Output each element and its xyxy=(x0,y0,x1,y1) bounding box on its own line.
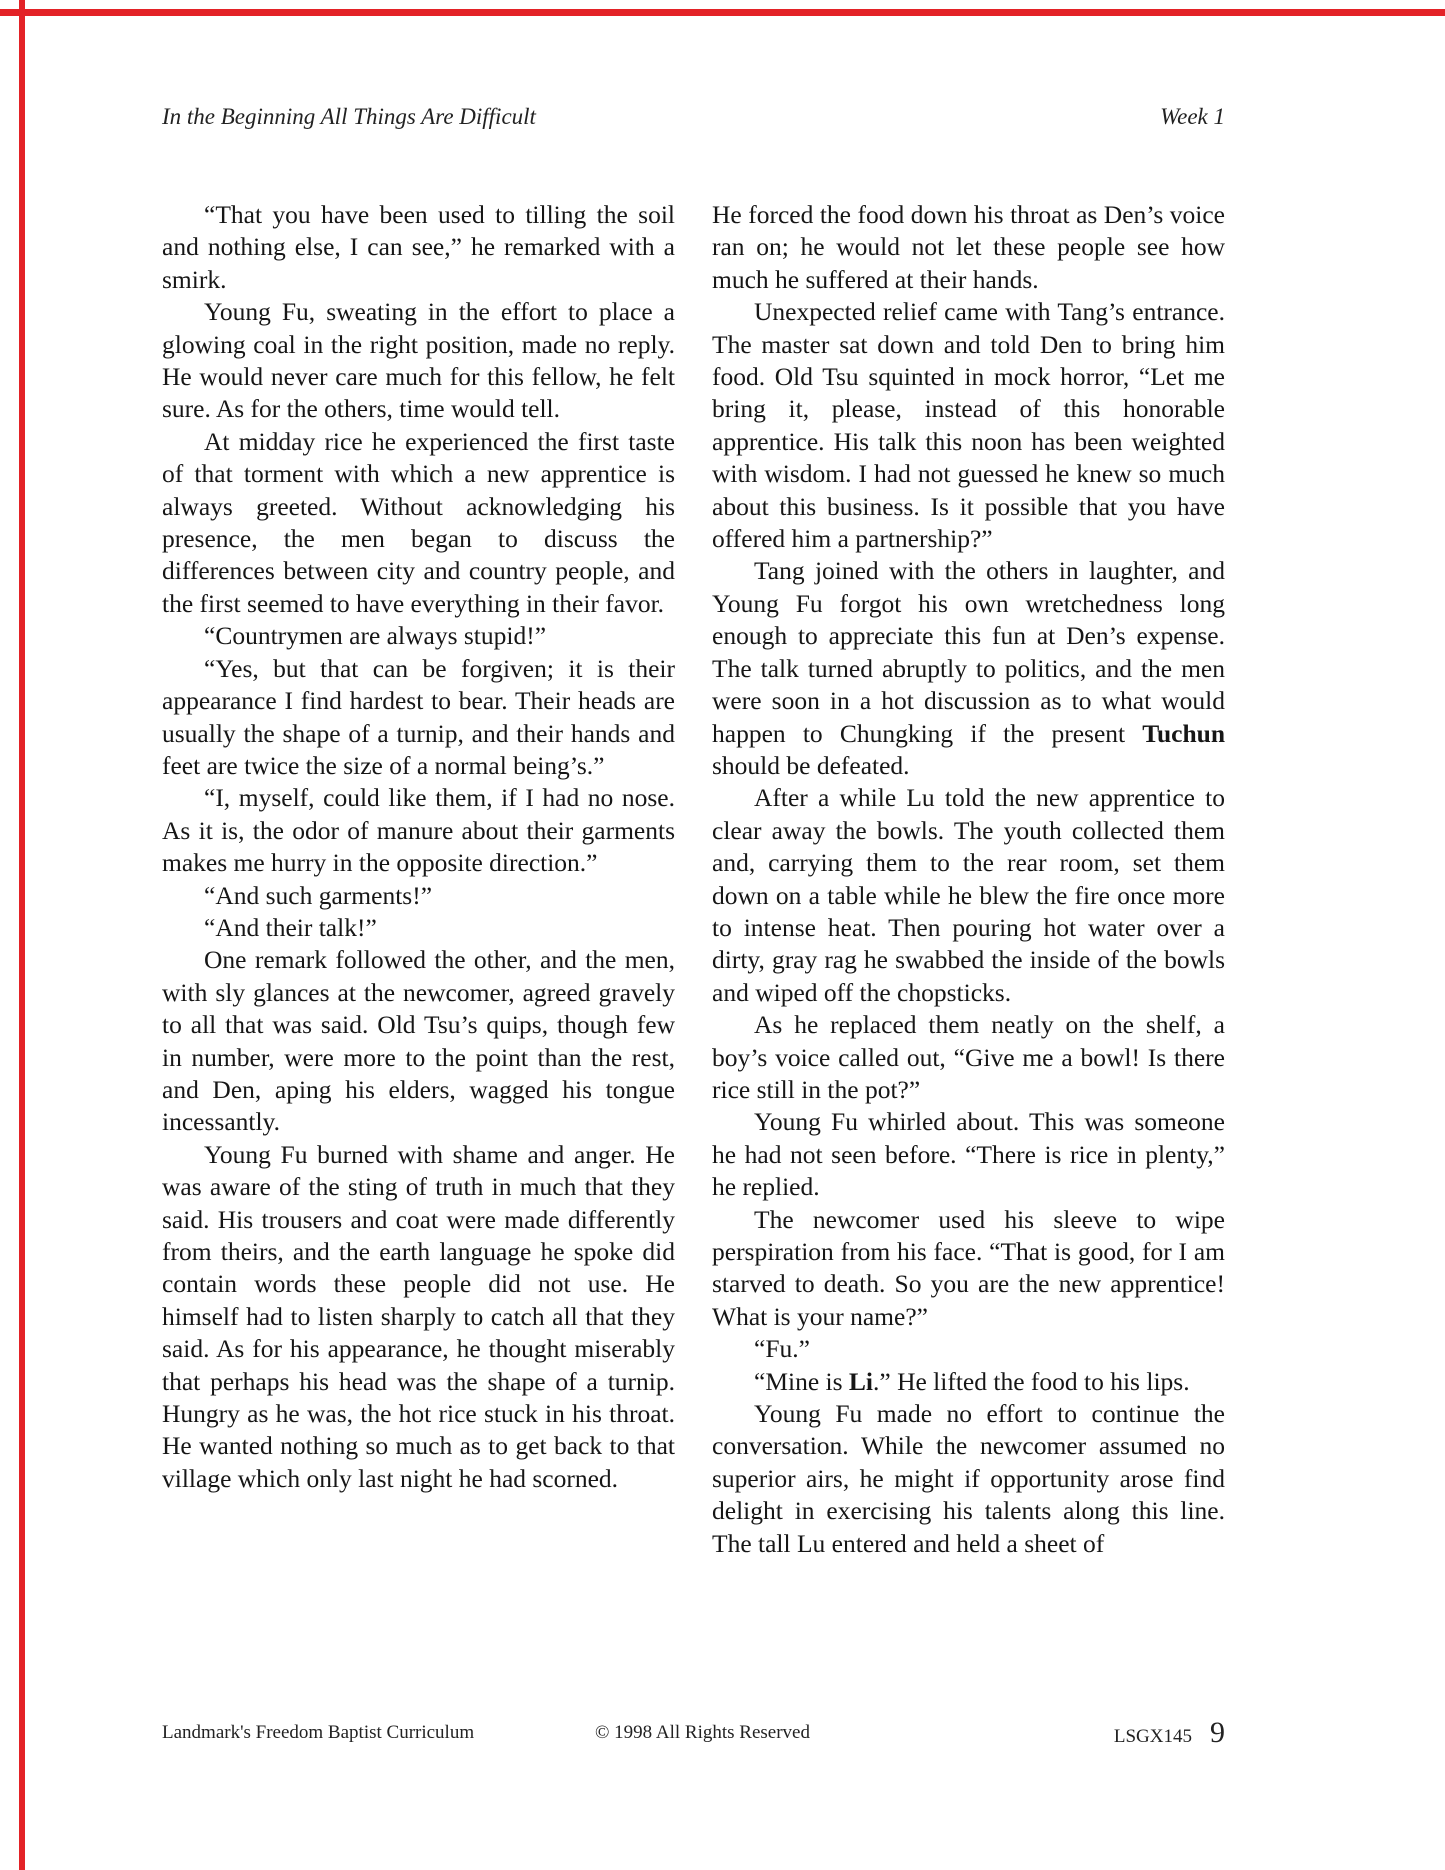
footer-code: LSGX145 xyxy=(1113,1726,1192,1747)
text-run: “And such garments!” xyxy=(204,880,433,910)
text-run: At midday rice he experienced the first taste of that torment with which a new apprentice is always greeted. Without acknowledging his presence, the men began to discuss the differences between city and country people, and the first seemed to have everything in their favor. xyxy=(162,426,675,618)
running-header-title: In the Beginning All Things Are Difficult xyxy=(162,104,536,129)
text-run: should be defeated. xyxy=(712,750,910,780)
text-run: Unexpected relief came with Tang’s entrance. The master sat down and told Den to bring him food. Old Tsu squinted in mock horror, “Let me bring it, please, instead of this honorable apprentice. His talk this noon has been weighted with wisdom. I had not guessed he knew so much about this business. Is it possible that you have offered him a partnership?” xyxy=(712,297,1225,554)
paragraph xyxy=(712,1333,1225,1365)
page-edge-line-top xyxy=(0,9,1445,16)
paragraph xyxy=(162,296,675,426)
paragraph xyxy=(162,199,675,296)
paragraph xyxy=(712,782,1225,1009)
text-run: “Mine is xyxy=(754,1366,849,1396)
left-column xyxy=(162,199,675,1560)
paragraph xyxy=(162,653,675,783)
text-run: Tang joined with the others in laughter, and Young Fu forgot his own wretchedness long enough to appreciate this fun at Den’s expense. The talk turned abruptly to politics, and the men were soon in a hot discussion as to what would happen to Chungking if the present xyxy=(712,556,1225,748)
text-run: Young Fu whirled about. This was someone he had not seen before. “There is rice in plenty,” he replied. xyxy=(712,1107,1225,1202)
paragraph xyxy=(712,199,1225,296)
paragraph xyxy=(712,1398,1225,1560)
paragraph xyxy=(712,1366,1225,1398)
page-number: 9 xyxy=(1210,1716,1225,1749)
paragraph xyxy=(162,944,675,1138)
paragraph xyxy=(712,555,1225,782)
text-run: He forced the food down his throat as Den’s voice ran on; he would not let these people see how much he suffered at their hands. xyxy=(712,200,1225,294)
text-run: “I, myself, could like them, if I had no nose. As it is, the odor of manure about their garments makes me hurry in the opposite direction.” xyxy=(162,783,675,878)
paragraph xyxy=(712,1009,1225,1106)
bold-term: Li xyxy=(848,1366,873,1396)
paragraph xyxy=(162,782,675,879)
footer-publisher: Landmark's Freedom Baptist Curriculum xyxy=(162,1722,475,1743)
text-run: Young Fu made no effort to continue the conversation. While the newcomer assumed no superior airs, he might if opportunity arose find delight in exercising his talents along this line. The tall Lu entered and held a sheet of xyxy=(712,1399,1225,1558)
text-run: The newcomer used his sleeve to wipe perspiration from his face. “That is good, for I am starved to death. So you are the new apprentice! What is your name?” xyxy=(712,1204,1225,1331)
text-run: “Yes, but that can be forgiven; it is their appearance I find hardest to bear. Their heads are usually the shape of a turnip, and their hands and feet are twice the size of a normal being’s.” xyxy=(162,653,675,780)
text-run: “That you have been used to tilling the soil and nothing else, I can see,” he remarked with a smirk. xyxy=(162,200,675,294)
paragraph xyxy=(162,880,675,912)
text-run: .” He lifted the food to his lips. xyxy=(873,1366,1190,1396)
footer-copyright: © 1998 All Rights Reserved xyxy=(595,1722,810,1743)
bold-term: Tuchun xyxy=(1142,718,1225,748)
text-run: Young Fu burned with shame and anger. He was aware of the sting of truth in much that they said. His trousers and coat were made differently from theirs, and the earth language he spoke did contain words these people did not use. He himself had to listen sharply to catch all that they said. As for his appearance, he thought miserably that perhaps his head was the shape of a turnip. Hungry as he was, the hot rice stuck in his throat. He wanted nothing so much as to get back to that village which only last night he had scorned. xyxy=(162,1139,675,1493)
text-run: As he replaced them neatly on the shelf, a boy’s voice called out, “Give me a bowl! Is there rice still in the pot?” xyxy=(712,1010,1225,1104)
page-footer xyxy=(162,1716,1225,1756)
paragraph xyxy=(712,1204,1225,1334)
running-header-week: Week 1 xyxy=(1160,104,1225,129)
paragraph xyxy=(162,912,675,944)
text-run: After a while Lu told the new apprentice to clear away the bowls. The youth collected them and, carrying them to the rear room, set them down on a table while he blew the fire once more to intense heat. Then pouring hot water over a dirty, gray rag he swabbed the inside of the bowls and wiped off the chopsticks. xyxy=(712,783,1225,1007)
paragraph xyxy=(162,620,675,652)
text-run: “Countrymen are always stupid!” xyxy=(204,621,547,651)
right-column xyxy=(712,199,1225,1560)
footer-right-group xyxy=(1114,1716,1225,1750)
running-header xyxy=(162,104,1225,130)
text-run: “Fu.” xyxy=(754,1334,810,1364)
text-run: “And their talk!” xyxy=(204,912,377,942)
text-run: Young Fu, sweating in the effort to place a glowing coal in the right position, made no reply. He would never care much for this fellow, he felt sure. As for the others, time would tell. xyxy=(162,297,675,424)
paragraph xyxy=(712,296,1225,555)
paragraph xyxy=(712,1106,1225,1203)
body-text xyxy=(162,199,1225,1560)
paragraph xyxy=(162,1139,675,1495)
page-edge-line-left xyxy=(19,0,25,1870)
text-run: One remark followed the other, and the men, with sly glances at the newcomer, agreed gravely to all that was said. Old Tsu’s quips, though few in number, were more to the point than the rest, and Den, aping his elders, wagged his tongue incessantly. xyxy=(162,945,675,1137)
paragraph xyxy=(162,426,675,620)
